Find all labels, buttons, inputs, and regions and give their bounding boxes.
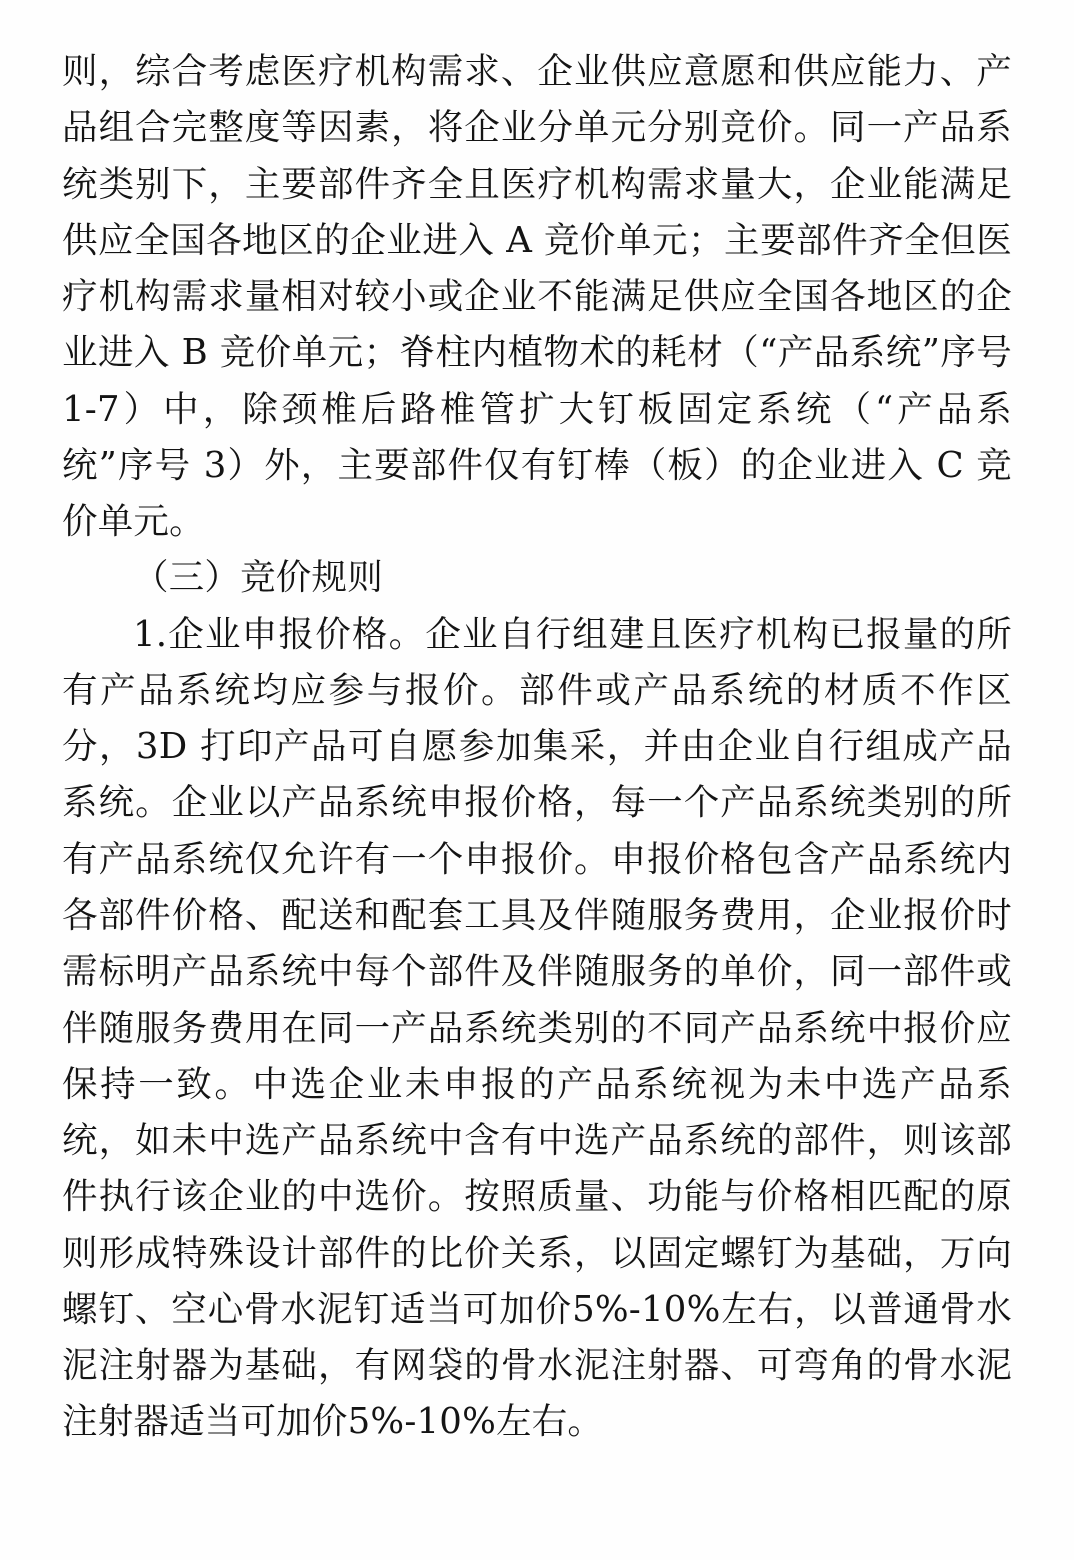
document-body	[62, 44, 1012, 1451]
paragraph-continuation: 则，综合考虑医疗机构需求、企业供应意愿和供应能力、产品组合完整度等因素，将企业分单元分别竞价。同一产品系统类别下，主要部件齐全且医疗机构需求量大，企业能满足供应全国各地区的企业进入 A 竞价单元；主要部件齐全但医疗机构需求量相对较小或企业不能满足供应全国各地区的企业进入 B 竞价单元；脊柱内植物术的耗材（“产品系统”序号 1-7）中，除颈椎后路椎管扩大钉板固定系统（“产品系统”序号 3）外，主要部件仅有钉棒（板）的企业进入 C 竞价单元。	[62, 51, 1012, 543]
heading-bidding-rules: （三）竞价规则	[133, 557, 383, 599]
paragraph-enterprise-declared-price: 1.企业申报价格。企业自行组建且医疗机构已报量的所有产品系统均应参与报价。部件或产品系统的材质不作区分，3D 打印产品可自愿参加集采，并由企业自行组成产品系统。企业以产品系统申报价格，每一个产品系统类别的所有产品系统仅允许有一个申报价。申报价格包含产品系统内各部件价格、配送和配套工具及伴随服务费用，企业报价时需标明产品系统中每个部件及伴随服务的单价，同一部件或伴随服务费用在同一产品系统类别的不同产品系统中报价应保持一致。中选企业未申报的产品系统视为未中选产品系统，如未中选产品系统中含有中选产品系统的部件，则该部件执行该企业的中选价。按照质量、功能与价格相匹配的原则形成特殊设计部件的比价关系，以固定螺钉为基础，万向螺钉、空心骨水泥钉适当可加价5%-10%左右，以普通骨水泥注射器为基础，有网袋的骨水泥注射器、可弯角的骨水泥注射器适当可加价5%-10%左右。	[62, 613, 1012, 1443]
